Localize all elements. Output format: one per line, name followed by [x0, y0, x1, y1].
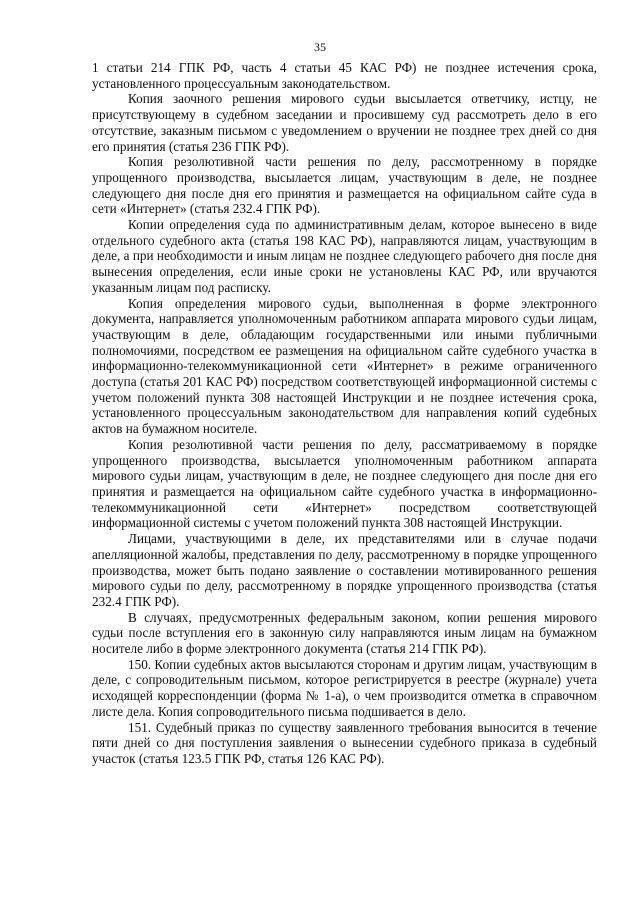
paragraph-item-151: 151. Судебный приказ по существу заявленного требования выносится в течение пяти дней со дня поступления заявления о вынесении судебного приказа в судебный участок (статья 123.5 ГПК РФ, статья 126 КАС РФ). — [92, 719, 597, 766]
paragraph: Лицами, участвующими в деле, их представителями или в случае подачи апелляционной жалобы, представления по делу, рассмотренному в порядке упрощенного производства, может быть подано заявление о составлении мотивированного решения мирового судьи по делу, рассмотренному в порядке упрощенного производства (статья 232.4 ГПК РФ). — [92, 531, 597, 609]
paragraph: Копии определения суда по административным делам, которое вынесено в виде отдельного судебного акта (статья 198 КАС РФ), направляются лицам, участвующим в деле, а при необходимости и иным лицам не позднее следующего рабочего дня после дня вынесения определения, если иные сроки не установлены КАС РФ, или вручаются указанным лицам под расписку. — [92, 217, 597, 295]
paragraph: Копия определения мирового судьи, выполненная в форме электронного документа, направляется уполномоченным работником аппарата мирового судьи лицам, участвующим в деле, обладающим государственными или иными публичными полномочиями, посредством ее размещения на официальном сайте судебного участка в информационно-телекоммуникационной сети «Интернет» в режиме ограниченного доступа (статья 201 КАС РФ) посредством соответствующей информационной системы с учетом положений пункта 308 настоящей Инструкции и не позднее истечения срока, установленного процессуальным законодательством для направления копий судебных актов на бумажном носителе. — [92, 295, 597, 437]
paragraph: Копия заочного решения мирового судьи высылается ответчику, истцу, не присутствующему в судебном заседании и просившему суд рассмотреть дело в его отсутствие, заказным письмом с уведомлением о вручении не позднее трех дней со дня его принятия (статья 236 ГПК РФ). — [92, 91, 597, 154]
paragraph: Копия резолютивной части решения по делу, рассматриваемому в порядке упрощенного производства, высылается уполномоченным работником аппарата мирового судьи лицам, участвующим в деле, не позднее следующего дня после дня его принятия и размещается на официальном сайте судебного участка в информационно-телекоммуникационной сети «Интернет» посредством соответствующей информационной системы с учетом положений пункта 308 настоящей Инструкции. — [92, 436, 597, 531]
paragraph-item-150: 150. Копии судебных актов высылаются сторонам и другим лицам, участвующим в деле, с сопроводительным письмом, которое регистрируется в реестре (журнале) учета исходящей корреспонденции (форма № 1-а), о чем производится отметка в справочном листе дела. Копия сопроводительного письма подшивается в дело. — [92, 656, 597, 719]
page-number: 35 — [314, 40, 326, 54]
document-body — [92, 60, 597, 767]
paragraph: В случаях, предусмотренных федеральным законом, копии решения мирового судьи после вступления его в законную силу направляются иным лицам на бумажном носителе либо в форме электронного документа (статья 214 ГПК РФ). — [92, 609, 597, 657]
paragraph: Копия резолютивной части решения по делу, рассмотренному в порядке упрощенного производства, высылается лицам, участвующим в деле, не позднее следующего дня после дня его принятия и размещается на официальном сайте суда в сети «Интернет» (статья 232.4 ГПК РФ). — [92, 154, 597, 217]
paragraph-continuation: 1 статьи 214 ГПК РФ, часть 4 статьи 45 КАС РФ) не позднее истечения срока, установленного процессуальным законодательством. — [92, 60, 597, 91]
